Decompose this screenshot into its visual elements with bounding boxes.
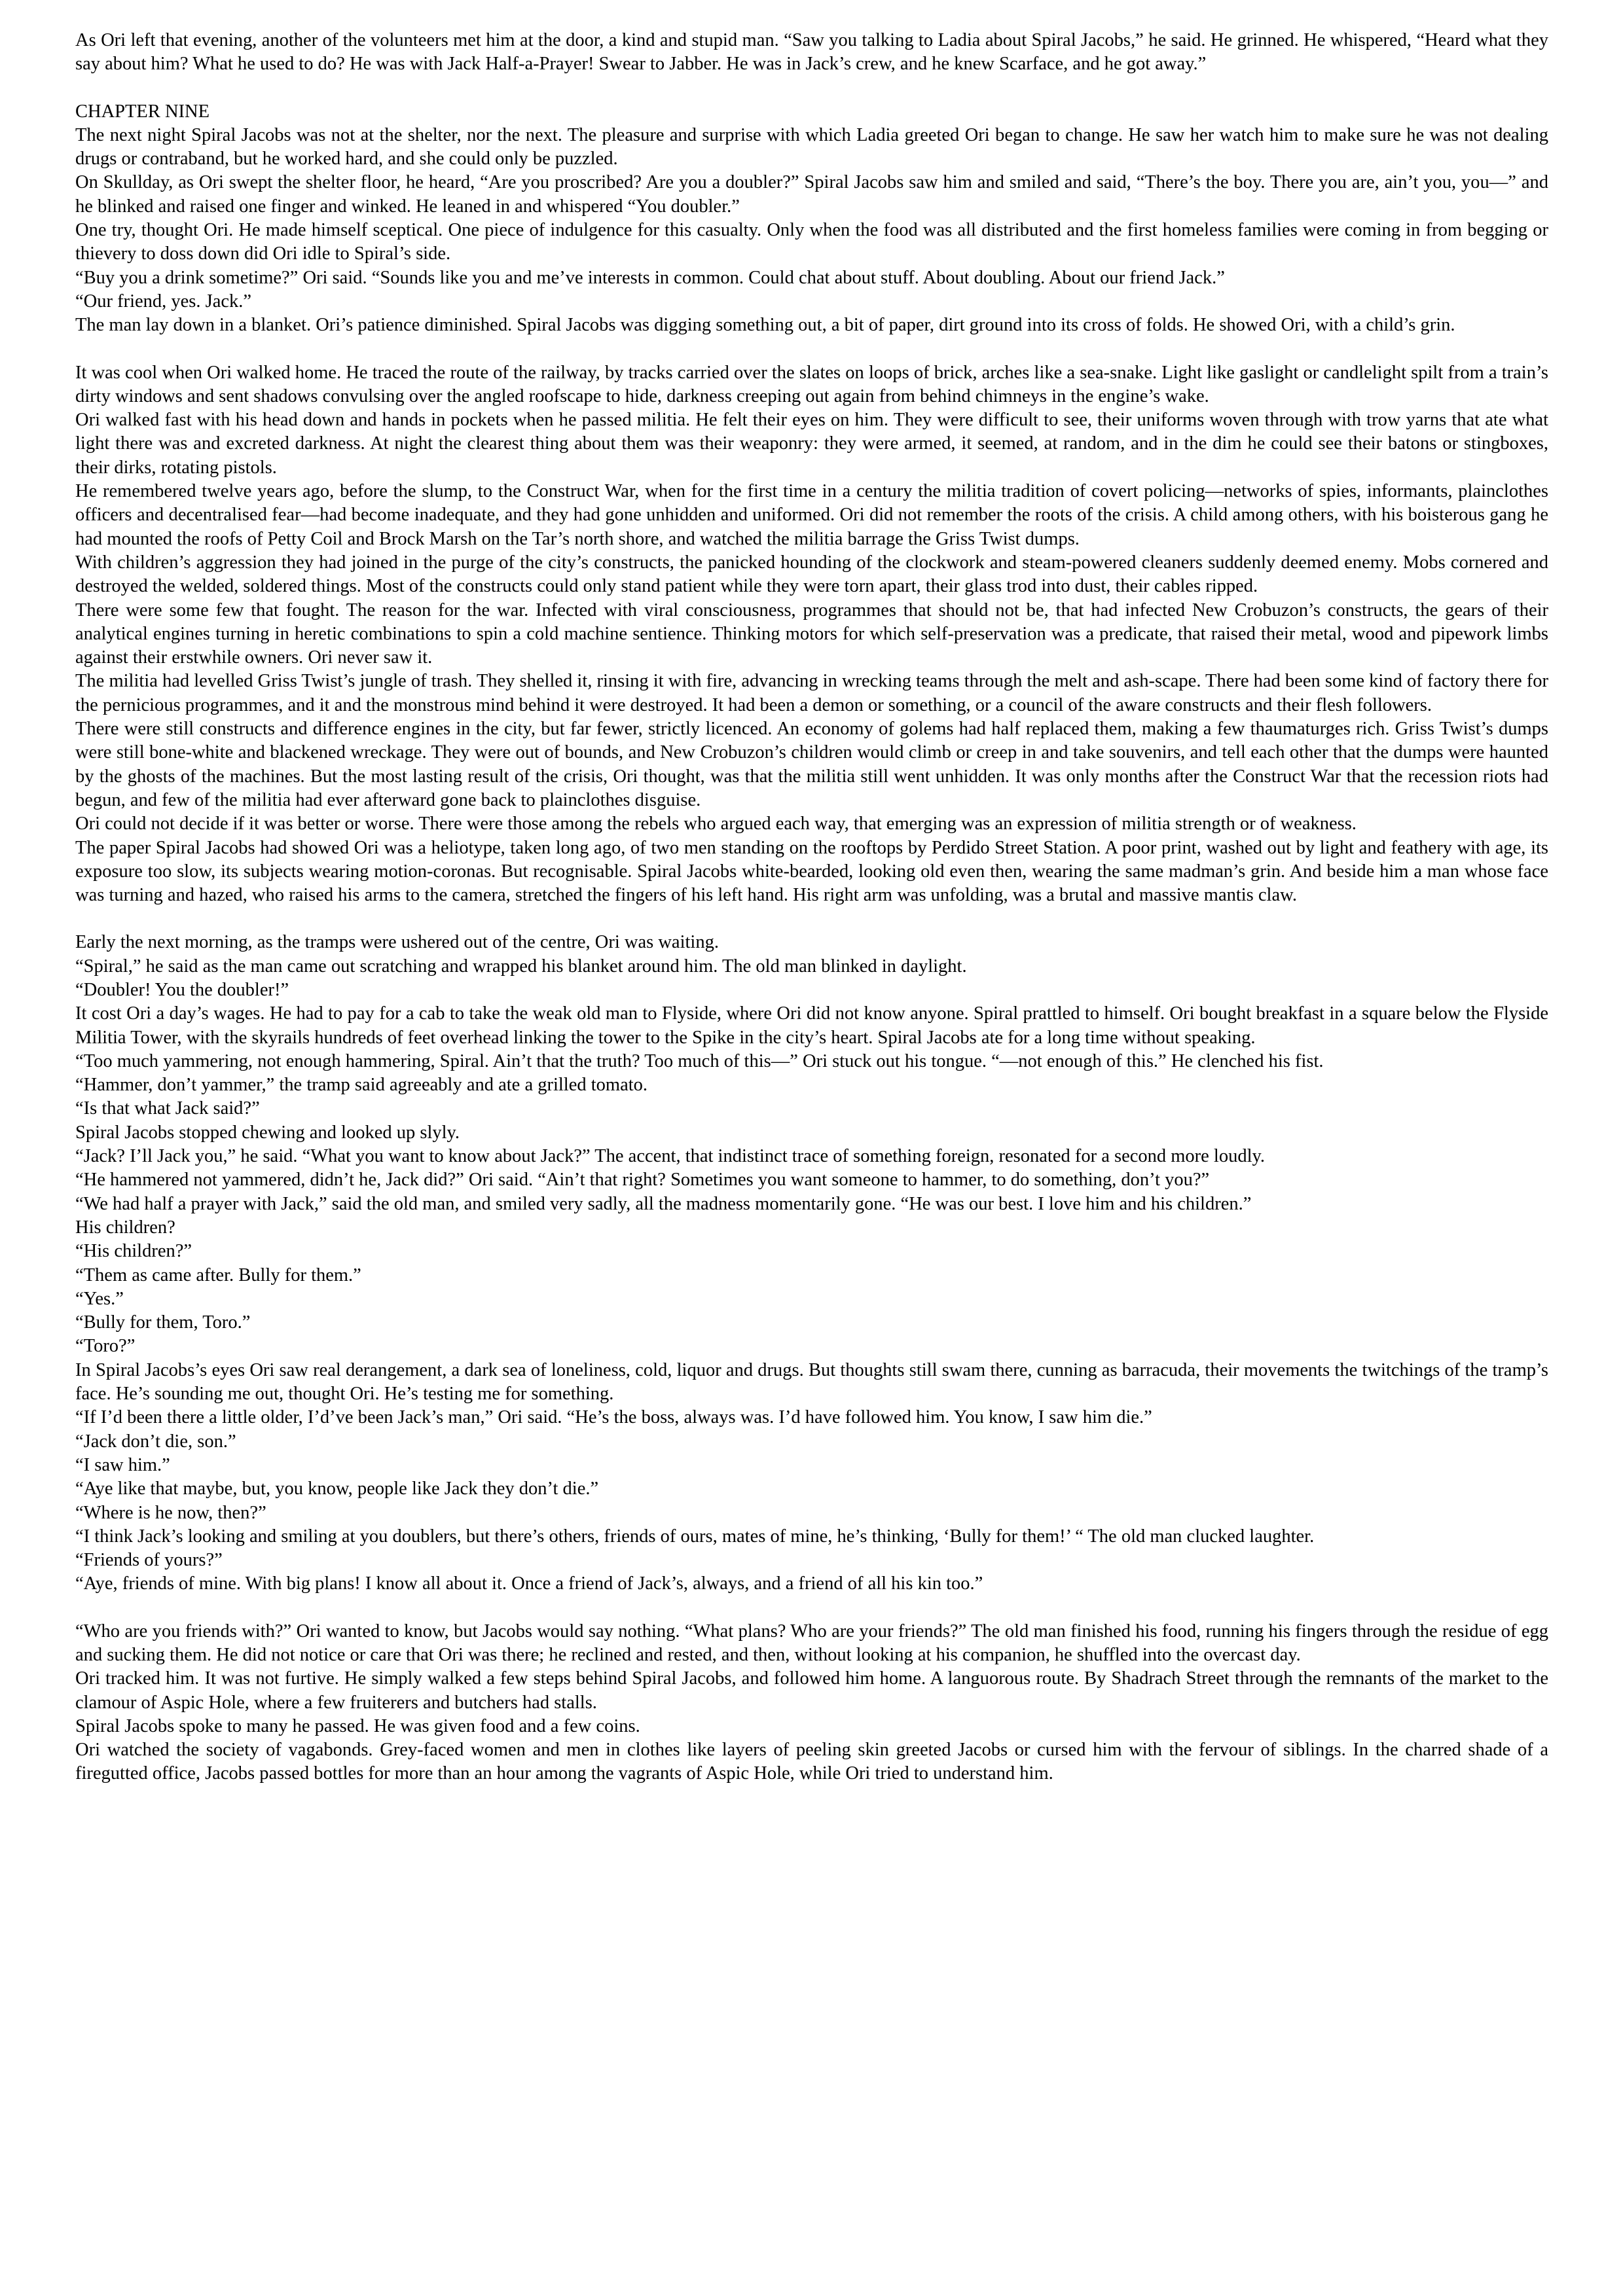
- paragraph: Spiral Jacobs stopped chewing and looked up slyly.: [75, 1122, 460, 1143]
- paragraph: “He hammered not yammered, didn’t he, Jack did?” Ori said. “Ain’t that right? Sometimes you want someone to hammer, to do something, don’t you?”: [75, 1170, 1210, 1191]
- chapter-heading: CHAPTER NINE: [75, 101, 210, 122]
- paragraph: “Spiral,” he said as the man came out scratching and wrapped his blanket around him. The old man blinked in daylight.: [75, 956, 967, 977]
- paragraph: The next night Spiral Jacobs was not at the shelter, nor the next. The pleasure and surprise with which Ladia greeted Ori began to change. He saw her watch him to make sure he was not dealing drugs or contraband, but he worked hard, and she could only be puzzled.: [75, 124, 1548, 170]
- paragraph: Ori tracked him. It was not furtive. He simply walked a few steps behind Spiral Jacobs, and followed him home. A languorous route. By Shadrach Street through the remnants of the market to the clamour of Aspic Hole, where a few fruiterers and butchers had stalls.: [75, 1668, 1548, 1713]
- paragraph: “Them as came after. Bully for them.”: [75, 1265, 361, 1285]
- paragraph: “I saw him.”: [75, 1454, 170, 1475]
- paragraph: “I think Jack’s looking and smiling at you doublers, but there’s others, friends of ours, mates of mine, he’s thinking, ‘Bully for them!’ “ The old man clucked laughter.: [75, 1526, 1315, 1547]
- paragraph: “Hammer, don’t yammer,” the tramp said agreeably and ate a grilled tomato.: [75, 1075, 648, 1096]
- paragraph: There were some few that fought. The reason for the war. Infected with viral consciousness, programmes that should not be, that had infected New Crobuzon’s constructs, the gears of their analytical engines turning in heretic combinations to spin a cold machine sentience. Thinking motors for which self-preservation was a predicate, that raised their metal, wood and pipework limbs against their erstwhile owners. Ori never saw it.: [75, 600, 1548, 668]
- paragraph-gap: [75, 907, 1548, 931]
- paragraph: “We had half a prayer with Jack,” said the old man, and smiled very sadly, all the madness momentarily gone. “He was our best. I love him and his children.”: [75, 1193, 1252, 1214]
- paragraph-gap: [75, 77, 1548, 100]
- paragraph: Ori could not decide if it was better or worse. There were those among the rebels who argued each way, that emerging was an expression of militia strength or of weakness.: [75, 814, 1357, 834]
- paragraph: “Our friend, yes. Jack.”: [75, 291, 252, 312]
- paragraph: Ori walked fast with his head down and hands in pockets when he passed militia. He felt their eyes on him. They were difficult to see, their uniforms woven through with trow yarns that ate what light there was and excreted darkness. At night the clearest thing about them was their weaponry: they were armed, it seemed, at random, and in the dim he could see their batons or stingboxes, their dirks, rotating pistols.: [75, 410, 1548, 478]
- paragraph: “Who are you friends with?” Ori wanted to know, but Jacobs would say nothing. “What plans? Who are your friends?” The old man finished his food, running his fingers through the residue of egg and sucking them. He did not notice or care that Ori was there; he reclined and rested, and then, without looking at his companion, he shuffled into the overcast day.: [75, 1621, 1548, 1665]
- paragraph: The paper Spiral Jacobs had showed Ori was a heliotype, taken long ago, of two men standing on the rooftops by Perdido Street Station. A poor print, washed out by light and feathery with age, its exposure too slow, its subjects wearing motion-coronas. But recognisable. Spiral Jacobs white-bearded, looking old even then, wearing the same madman’s grin. And beside him a man whose face was turning and hazed, who raised his arms to the camera, stretched the fingers of his left hand. His right arm was unfolding, was a brutal and massive mantis claw.: [75, 837, 1548, 906]
- paragraph: “If I’d been there a little older, I’d’ve been Jack’s man,” Ori said. “He’s the boss, always was. I’d have followed him. You know, I saw him die.”: [75, 1407, 1152, 1428]
- paragraph: “Aye, friends of mine. With big plans! I know all about it. Once a friend of Jack’s, always, and a friend of all his kin too.”: [75, 1573, 983, 1594]
- paragraph-gap: [75, 1596, 1548, 1620]
- paragraph: “Buy you a drink sometime?” Ori said. “Sounds like you and me’ve interests in common. Could chat about stuff. About doubling. About our friend Jack.”: [75, 267, 1225, 288]
- paragraph: “Yes.”: [75, 1288, 124, 1309]
- paragraph: In Spiral Jacobs’s eyes Ori saw real derangement, a dark sea of loneliness, cold, liquor and drugs. But thoughts still swam there, cunning as barracuda, their movements the twitchings of the tramp’s face. He’s sounding me out, thought Ori. He’s testing me for something.: [75, 1359, 1548, 1405]
- paragraph: Ori watched the society of vagabonds. Grey-faced women and men in clothes like layers of peeling skin greeted Jacobs or cursed him with the fervour of siblings. In the charred shade of a firegutted office, Jacobs passed bottles for more than an hour among the vagrants of Aspic Hole, while Ori tried to understand him.: [75, 1740, 1548, 1784]
- paragraph: With children’s aggression they had joined in the purge of the city’s constructs, the panicked hounding of the clockwork and steam-powered cleaners suddenly deemed enemy. Mobs cornered and destroyed the welded, soldered things. Most of the constructs could only stand patient while they were torn apart, their glass trod into dust, their cables ripped.: [75, 552, 1548, 597]
- paragraph: “Is that what Jack said?”: [75, 1098, 260, 1119]
- paragraph: “Doubler! You the doubler!”: [75, 979, 289, 1000]
- paragraph: There were still constructs and difference engines in the city, but far fewer, strictly licenced. An economy of golems had half replaced them, making a few thaumaturges rich. Griss Twist’s dumps were still bone-white and blackened wreckage. They were out of bounds, and New Crobuzon’s children would climb or creep in and take souvenirs, and tell each other that the dumps were haunted by the ghosts of the machines. But the most lasting result of the crisis, Ori thought, was that the militia still went unhidden. It was only months after the Construct War that the recession riots had begun, and few of the militia had ever afterward gone back to plainclothes disguise.: [75, 719, 1548, 810]
- paragraph: It was cool when Ori walked home. He traced the route of the railway, by tracks carried over the slates on loops of brick, arches like a sea-snake. Light like gaslight or candlelight spilt from a train’s dirty windows and sent shadows convulsing over the angled roofscape to hide, darkness creeping out again from behind chimneys in the engine’s wake.: [75, 362, 1548, 406]
- paragraph: As Ori left that evening, another of the volunteers met him at the door, a kind and stupid man. “Saw you talking to Ladia about Spiral Jacobs,” he said. He grinned. He whispered, “Heard what they say about him? What he used to do? He was with Jack Half-a-Prayer! Swear to Jabber. He was in Jack’s crew, and he knew Scarface, and he got away.”: [75, 30, 1548, 75]
- document-page: [75, 29, 1548, 1786]
- paragraph: “His children?”: [75, 1241, 192, 1262]
- paragraph-gap: [75, 338, 1548, 361]
- paragraph: The man lay down in a blanket. Ori’s patience diminished. Spiral Jacobs was digging something out, a bit of paper, dirt ground into its cross of folds. He showed Ori, with a child’s grin.: [75, 315, 1455, 336]
- paragraph: “Bully for them, Toro.”: [75, 1312, 251, 1333]
- paragraph: “Toro?”: [75, 1336, 136, 1357]
- paragraph: On Skullday, as Ori swept the shelter floor, he heard, “Are you proscribed? Are you a doubler?” Spiral Jacobs saw him and smiled and said, “There’s the boy. There you are, ain’t you, you—” and he blinked and raised one finger and winked. He leaned in and whispered “You doubler.”: [75, 172, 1548, 217]
- paragraph: “Aye like that maybe, but, you know, people like Jack they don’t die.”: [75, 1479, 599, 1499]
- paragraph: His children?: [75, 1217, 175, 1238]
- paragraph: “Friends of yours?”: [75, 1550, 223, 1571]
- paragraph: Spiral Jacobs spoke to many he passed. He was given food and a few coins.: [75, 1715, 640, 1736]
- paragraph: It cost Ori a day’s wages. He had to pay for a cab to take the weak old man to Flyside, where Ori did not know anyone. Spiral prattled to himself. Ori bought breakfast in a square below the Flyside Militia Tower, with the skyrails hundreds of feet overhead linking the tower to the Spike in the city’s heart. Spiral Jacobs ate for a long time without speaking.: [75, 1003, 1548, 1048]
- paragraph: Early the next morning, as the tramps were ushered out of the centre, Ori was waiting.: [75, 932, 719, 953]
- paragraph: “Jack don’t die, son.”: [75, 1431, 236, 1452]
- paragraph: “Where is he now, then?”: [75, 1502, 266, 1523]
- paragraph: One try, thought Ori. He made himself sceptical. One piece of indulgence for this casualty. Only when the food was all distributed and the first homeless families were coming in from begging or thievery to doss down did Ori idle to Spiral’s side.: [75, 220, 1548, 264]
- paragraph: “Too much yammering, not enough hammering, Spiral. Ain’t that the truth? Too much of this—” Ori stuck out his tongue. “—not enough of this.” He clenched his fist.: [75, 1050, 1324, 1071]
- paragraph: “Jack? I’ll Jack you,” he said. “What you want to know about Jack?” The accent, that indistinct trace of something foreign, resonated for a second more loudly.: [75, 1146, 1266, 1167]
- paragraph: The militia had levelled Griss Twist’s jungle of trash. They shelled it, rinsing it with fire, advancing in wrecking teams through the melt and ash-scape. There had been some kind of factory there for the pernicious programmes, and it and the monstrous mind behind it were destroyed. It had been a demon or something, or a council of the aware constructs and their flesh followers.: [75, 671, 1548, 715]
- paragraph: He remembered twelve years ago, before the slump, to the Construct War, when for the first time in a century the militia tradition of covert policing—networks of spies, informants, plainclothes officers and decentralised fear—had become inadequate, and they had gone unhidden and uniformed. Ori did not remember the roots of the crisis. A child among others, with his boisterous gang he had mounted the roofs of Petty Coil and Brock Marsh on the Tar’s north shore, and watched the militia barrage the Griss Twist dumps.: [75, 481, 1548, 549]
